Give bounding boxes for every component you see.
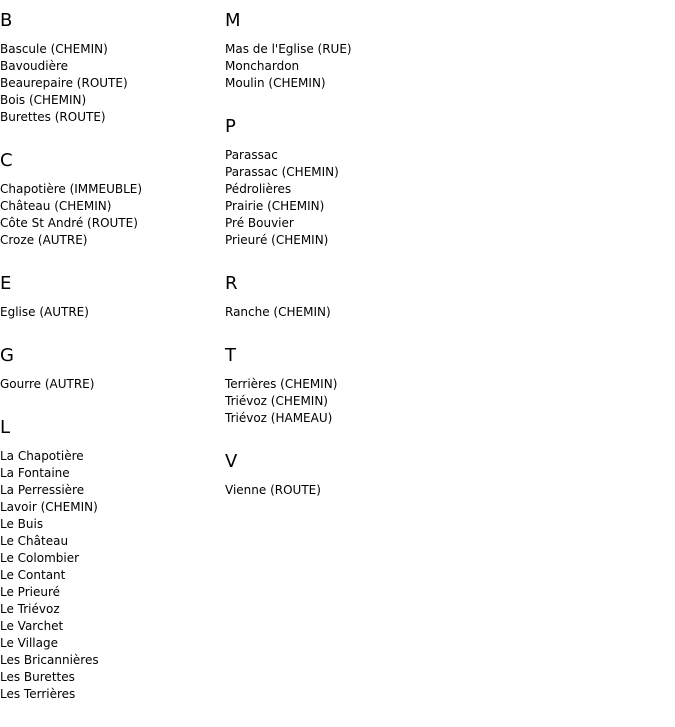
street-list (225, 147, 485, 249)
letter-section-t (225, 345, 485, 427)
street-entry[interactable]: La Chapotière (0, 449, 84, 463)
street-entry[interactable]: Le Château (0, 534, 69, 548)
letter-section-v (225, 451, 485, 499)
street-entry[interactable]: Chapotière (IMMEUBLE) (0, 182, 143, 196)
street-list (0, 304, 220, 321)
street-entry[interactable]: Le Village (0, 636, 58, 650)
street-index-left-column (0, 10, 220, 727)
street-entry[interactable]: Prieuré (CHEMIN) (225, 233, 329, 247)
street-entry[interactable]: Bois (CHEMIN) (0, 93, 87, 107)
street-entry[interactable]: Terrières (CHEMIN) (225, 377, 338, 391)
street-entry[interactable]: Triévoz (CHEMIN) (225, 394, 328, 408)
street-entry[interactable]: Croze (AUTRE) (0, 233, 88, 247)
street-entry[interactable]: Bascule (CHEMIN) (0, 42, 108, 56)
street-entry[interactable]: Burettes (ROUTE) (0, 110, 106, 124)
street-entry[interactable]: La Perressière (0, 483, 85, 497)
letter-section-l (0, 417, 220, 703)
street-entry[interactable]: Le Buis (0, 517, 44, 531)
street-entry[interactable]: Mas de l'Eglise (RUE) (225, 42, 352, 56)
street-entry[interactable]: Vienne (ROUTE) (225, 483, 321, 497)
street-entry[interactable]: Triévoz (HAMEAU) (225, 411, 333, 425)
letter-heading: E (0, 273, 12, 294)
street-entry[interactable]: Moulin (CHEMIN) (225, 76, 326, 90)
street-list (0, 181, 220, 249)
letter-heading: R (225, 273, 238, 294)
letter-section-b (0, 10, 220, 126)
street-entry[interactable]: Parassac (225, 148, 278, 162)
street-entry[interactable]: Parassac (CHEMIN) (225, 165, 339, 179)
street-entry[interactable]: Eglise (AUTRE) (0, 305, 89, 319)
letter-heading: B (0, 10, 13, 31)
letter-heading: G (0, 345, 14, 366)
letter-heading: T (225, 345, 236, 366)
letter-section-m (225, 10, 485, 92)
street-entry[interactable]: Prairie (CHEMIN) (225, 199, 325, 213)
street-entry[interactable]: Monchardon (225, 59, 300, 73)
street-entry[interactable]: Le Contant (0, 568, 66, 582)
letter-section-g (0, 345, 220, 393)
street-list (0, 448, 220, 703)
street-entry[interactable]: Les Terrières (0, 687, 76, 701)
street-entry[interactable]: Le Prieuré (0, 585, 61, 599)
street-index-right-column (225, 10, 485, 523)
street-entry[interactable]: Les Bricannières (0, 653, 99, 667)
letter-heading: M (225, 10, 241, 31)
street-entry[interactable]: Gourre (AUTRE) (0, 377, 95, 391)
letter-section-c (0, 150, 220, 249)
street-entry[interactable]: Beaurepaire (ROUTE) (0, 76, 128, 90)
street-entry[interactable]: Le Colombier (0, 551, 80, 565)
street-entry[interactable]: Pédrolières (225, 182, 292, 196)
letter-heading: C (0, 150, 13, 171)
street-entry[interactable]: Bavoudière (0, 59, 69, 73)
letter-section-e (0, 273, 220, 321)
street-entry[interactable]: Pré Bouvier (225, 216, 294, 230)
street-entry[interactable]: La Fontaine (0, 466, 70, 480)
letter-heading: P (225, 116, 236, 137)
street-list (225, 41, 485, 92)
street-entry[interactable]: Lavoir (CHEMIN) (0, 500, 98, 514)
street-list (0, 376, 220, 393)
letter-section-r (225, 273, 485, 321)
street-list (225, 376, 485, 427)
street-entry[interactable]: Ranche (CHEMIN) (225, 305, 331, 319)
street-entry[interactable]: Les Burettes (0, 670, 75, 684)
street-list (0, 41, 220, 126)
street-entry[interactable]: Château (CHEMIN) (0, 199, 112, 213)
street-list (225, 482, 485, 499)
street-entry[interactable]: Côte St André (ROUTE) (0, 216, 138, 230)
street-entry[interactable]: Le Triévoz (0, 602, 60, 616)
street-list (225, 304, 485, 321)
letter-section-p (225, 116, 485, 249)
letter-heading: L (0, 417, 11, 438)
letter-heading: V (225, 451, 238, 472)
street-entry[interactable]: Le Varchet (0, 619, 64, 633)
